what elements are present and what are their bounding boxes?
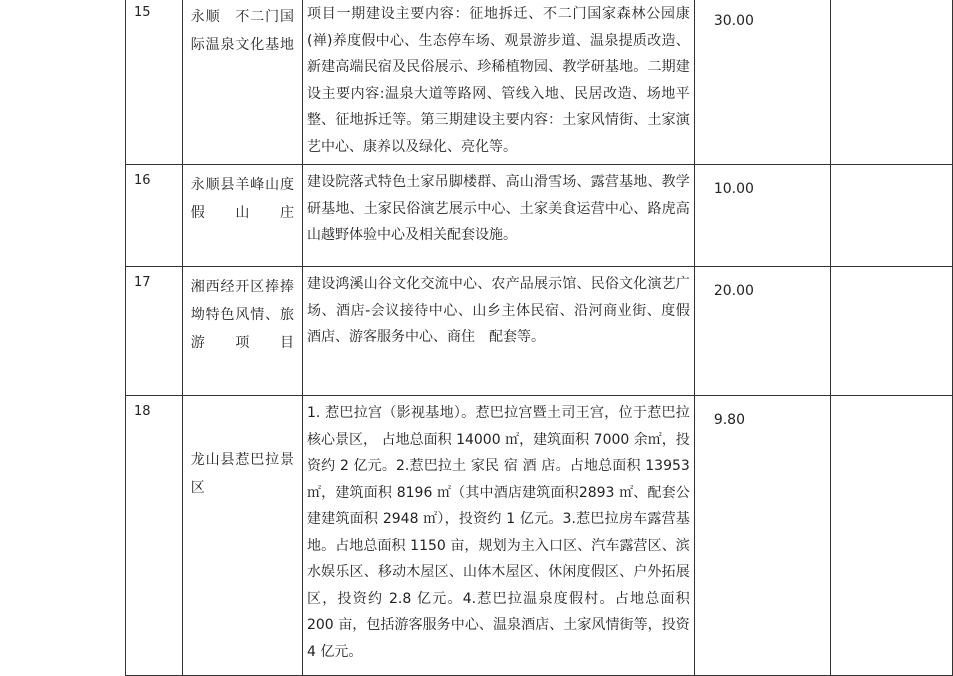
investment-amount: 30.00	[694, 0, 830, 165]
project-name	[182, 267, 302, 396]
project-table	[125, 0, 953, 676]
project-description: 项目一期建设主要内容：征地拆迁、不二门国家森林公园康(禅)养度假中心、生态停车场、观景游步道、温泉提质改造、新建高端民宿及民俗展示、珍稀植物园、教学研基地。二期建设主要内容:温泉大道等路网、管线入地、民居改造、场地平整、征地拆迁等。第三期建设主要内容：土家风情街、土家演艺中心、康养以及绿化、亮化等。	[302, 0, 694, 165]
table-row	[126, 0, 953, 165]
investment-amount: 10.00	[694, 165, 830, 267]
project-description: 1. 惹巴拉宫（影视基地）。惹巴拉宫暨土司王宫，位于惹巴拉核心景区， 占地总面积 14000 ㎡，建筑面积 7000 余㎡，投资约 2 亿元。2.惹巴拉土 家民 宿 酒 店。占地总面积 13953 ㎡，建筑面积 8196 ㎡（其中酒店建筑面积2893 ㎡、配套公建建筑面积 2948 ㎡），投资约 1 亿元。3.惹巴拉房车露营基地。占地总面积 1150 亩，规划为主入口区、汽车露营区、滨水娱乐区、移动木屋区、山体木屋区、休闲度假区、户外拓展区，投资约 2.8 亿元。4.惹巴拉温泉度假村。占地总面积 200 亩，包括游客服务中心、温泉酒店、土家风情街等，投资 4 亿元。	[302, 396, 694, 676]
table-row	[126, 267, 953, 396]
table-row	[126, 165, 953, 267]
project-name-text: 永顺县羊峰山度假山庄	[190, 177, 294, 221]
project-description: 建设院落式特色土家吊脚楼群、高山滑雪场、露营基地、教学研基地、土家民俗演艺展示中心、土家美食运营中心、路虎高山越野体验中心及相关配套设施。	[302, 165, 694, 267]
empty-cell	[831, 0, 953, 165]
investment-amount: 20.00	[694, 267, 830, 396]
row-number: 15	[126, 0, 183, 165]
empty-cell	[831, 396, 953, 676]
investment-amount: 9.80	[694, 396, 830, 676]
project-name	[182, 165, 302, 267]
project-name-text: 永顺 不二门国际温泉文化基地	[190, 9, 294, 53]
table-row	[126, 396, 953, 676]
project-name	[182, 396, 302, 676]
project-name-text: 龙山县惹巴拉景区	[190, 452, 294, 496]
project-description: 建设鸿溪山谷文化交流中心、农产品展示馆、民俗文化演艺广场、酒店-会议接待中心、山乡主体民宿、沿河商业街、度假酒店、游客服务中心、商住 配套等。	[302, 267, 694, 396]
empty-cell	[831, 165, 953, 267]
project-name-text: 湘西经开区捧捧坳特色风情、旅游项目	[190, 279, 294, 351]
row-number: 16	[126, 165, 183, 267]
row-number: 17	[126, 267, 183, 396]
project-name	[182, 0, 302, 165]
empty-cell	[831, 267, 953, 396]
row-number: 18	[126, 396, 183, 676]
